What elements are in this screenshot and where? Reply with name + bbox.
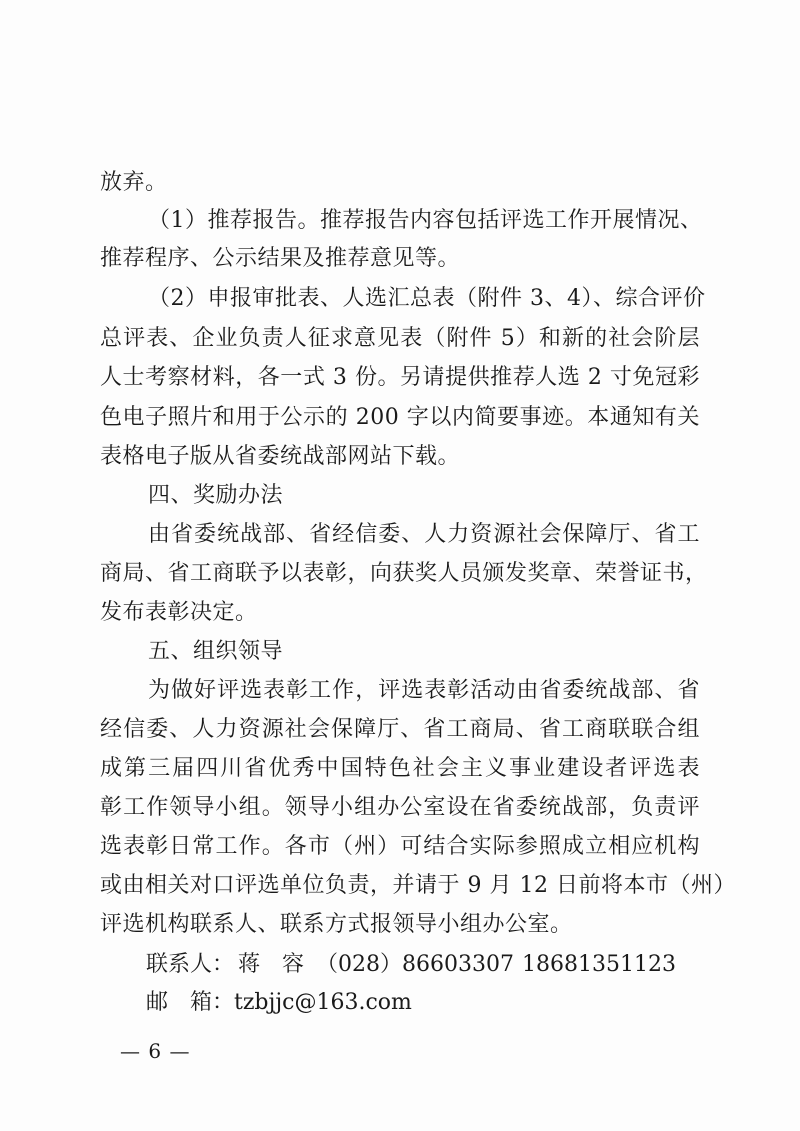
paragraph-line: 发布表彰决定。 xyxy=(100,600,258,625)
paragraph-line: 放弃。 xyxy=(100,170,168,195)
paragraph-line: 商局、省工商联予以表彰，向获奖人员颁发奖章、荣誉证书， xyxy=(100,561,708,586)
contact-person-name: 蒋 容 xyxy=(238,952,305,977)
page-number: — 6 — xyxy=(120,1039,191,1063)
paragraph-line: 人士考察材料，各一式 3 份。另请提供推荐人选 2 寸免冠彩 xyxy=(100,365,700,390)
paragraph-line: 推荐程序、公示结果及推荐意见等。 xyxy=(100,246,461,271)
paragraph-line: 由省委统战部、省经信委、人力资源社会保障厅、省工 xyxy=(148,522,700,547)
paragraph-line: 评选机构联系人、联系方式报领导小组办公室。 xyxy=(100,912,573,937)
paragraph-line: 色电子照片和用于公示的 200 字以内简要事迹。本通知有关 xyxy=(100,405,700,430)
paragraph-line: 经信委、人力资源社会保障厅、省工商局、省工商联联合组 xyxy=(100,717,700,742)
section-heading: 四、奖励办法 xyxy=(148,483,284,508)
contact-person-label: 联系人： xyxy=(146,952,235,977)
section-heading: 五、组织领导 xyxy=(148,639,284,664)
contact-email[interactable]: tzbjjc@163.com xyxy=(234,990,412,1015)
paragraph-line: 彰工作领导小组。领导小组办公室设在省委统战部，负责评 xyxy=(100,795,700,820)
paragraph-line: 总评表、企业负责人征求意见表（附件 5）和新的社会阶层 xyxy=(100,326,700,351)
contact-mobile: 18681351123 xyxy=(522,952,676,977)
paragraph-line: 选表彰日常工作。各市（州）可结合实际参照成立相应机构 xyxy=(100,834,700,859)
paragraph-line: 成第三届四川省优秀中国特色社会主义事业建设者评选表 xyxy=(100,756,700,781)
paragraph-line: 表格电子版从省委统战部网站下载。 xyxy=(100,444,461,469)
paragraph-line: 或由相关对口评选单位负责，并请于 9 月 12 日前将本市（州） xyxy=(100,873,736,898)
paragraph-line: 为做好评选表彰工作，评选表彰活动由省委统战部、省 xyxy=(148,678,700,703)
paragraph-line: （2）申报审批表、人选汇总表（附件 3、4）、综合评价 xyxy=(148,286,706,311)
contact-phone: （028）86603307 xyxy=(316,952,514,977)
contact-email-label: 邮 箱： xyxy=(146,990,235,1015)
paragraph-line: （1）推荐报告。推荐报告内容包括评选工作开展情况、 xyxy=(148,208,703,233)
